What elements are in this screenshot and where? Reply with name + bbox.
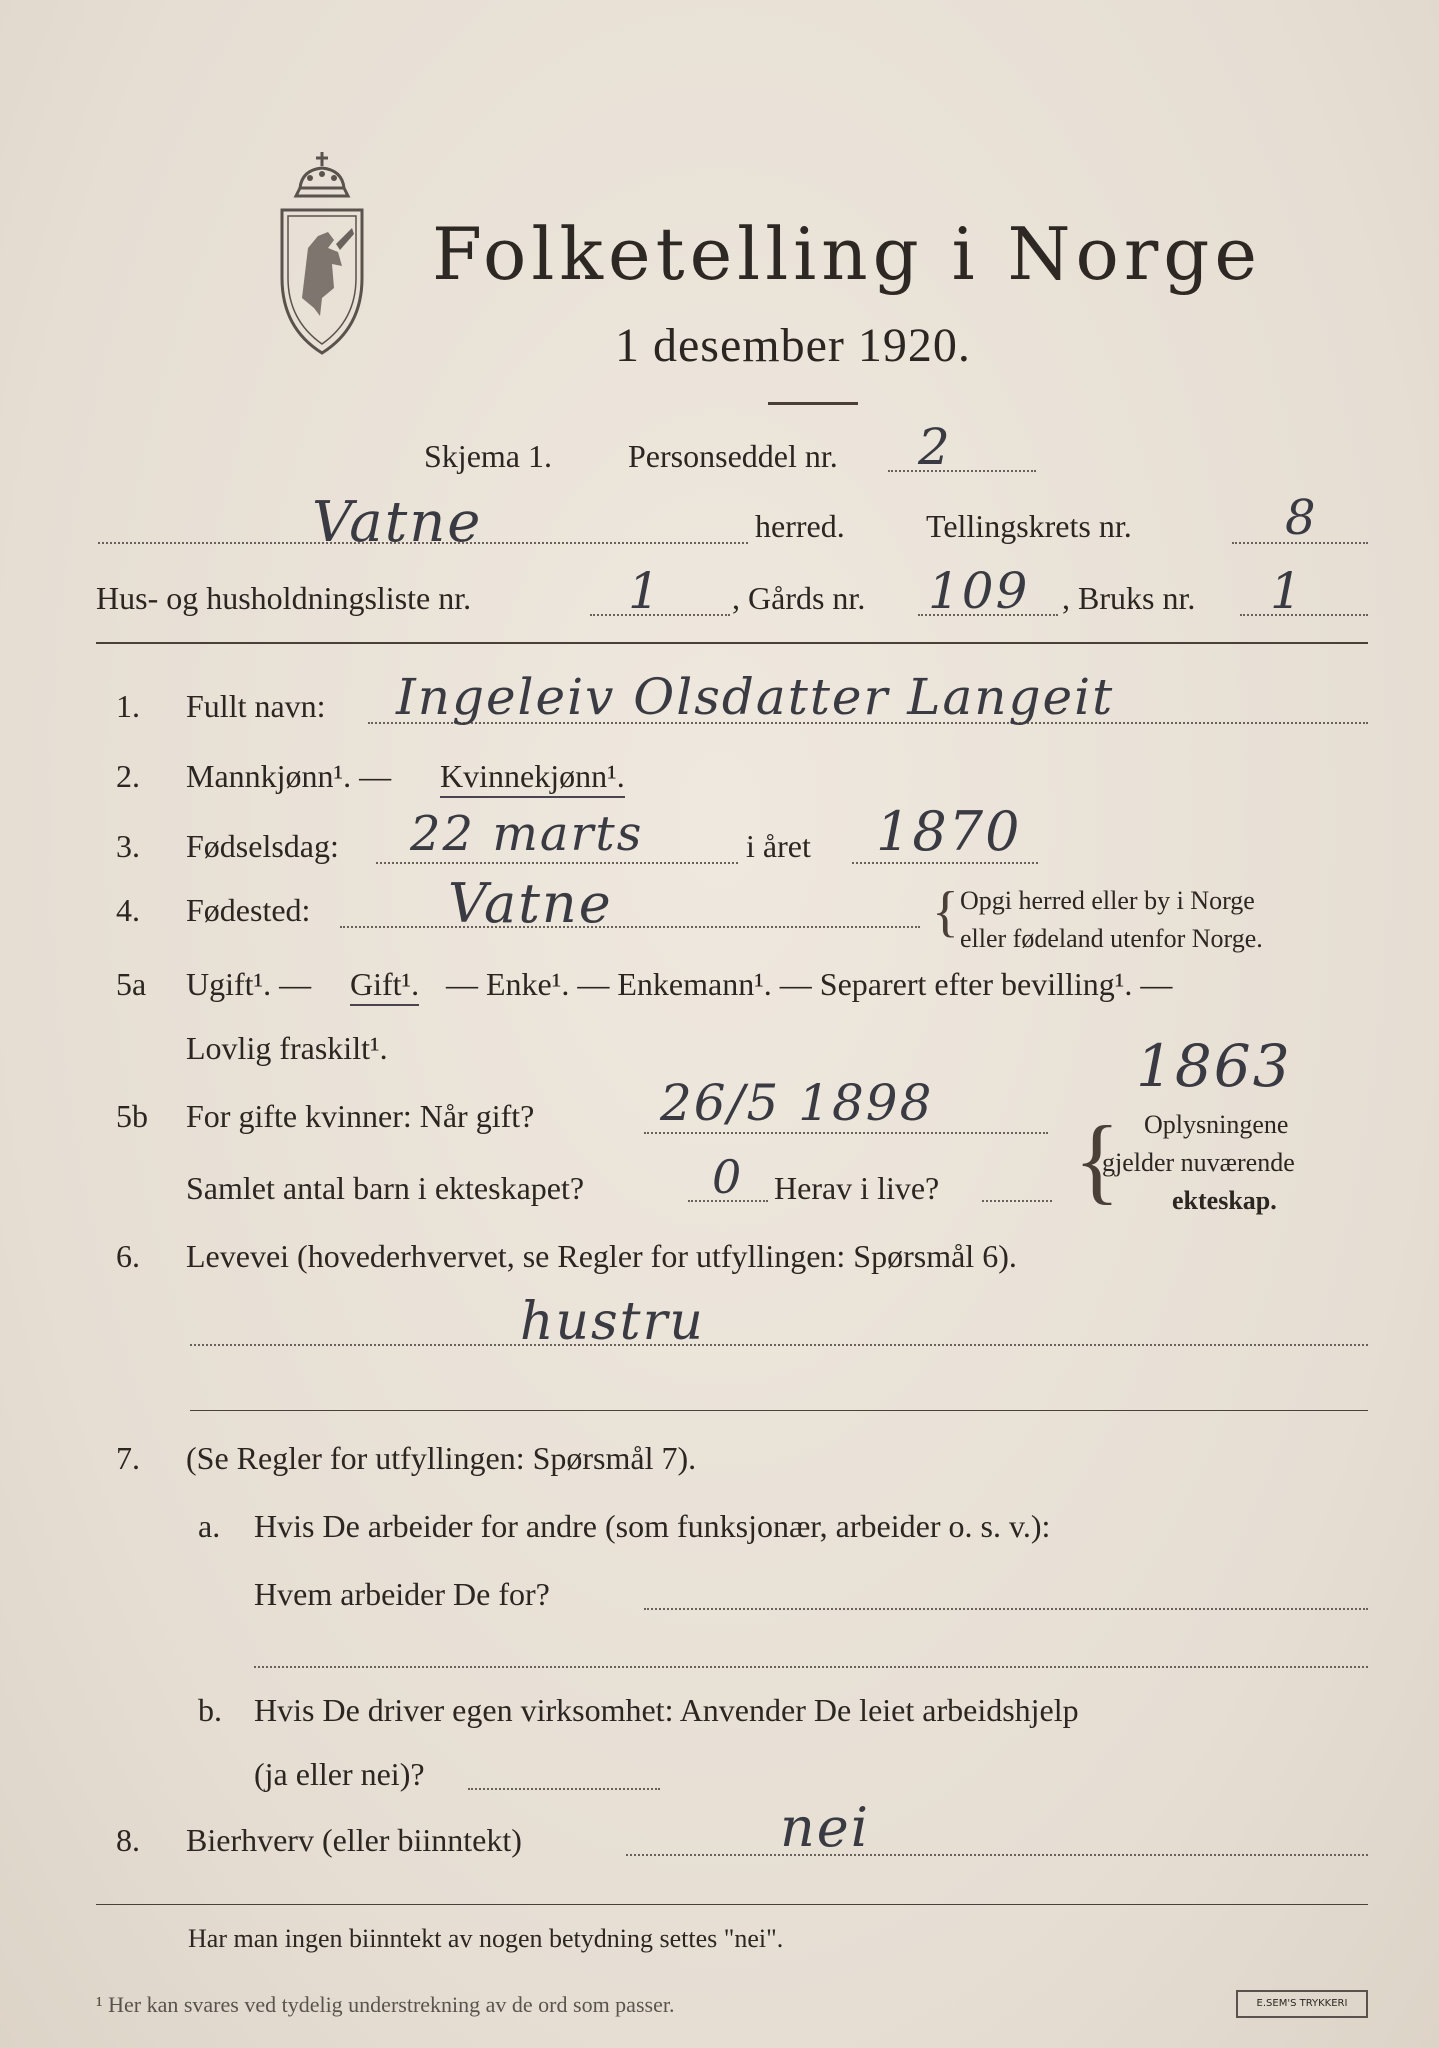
q7a-number: a. — [198, 1508, 221, 1544]
occupation-value[interactable]: hustru — [520, 1292, 705, 1352]
kvinnekjonn-option[interactable]: Kvinnekjønn¹. — [440, 758, 625, 798]
footnote: ¹ Her kan svares ved tydelig understrekning av de ord som passer. — [96, 1992, 675, 2017]
margin-note-year: 1863 — [1136, 1032, 1292, 1100]
marriage-date-field-line — [644, 1132, 1048, 1134]
q6-label: Levevei (hovederhvervet, se Regler for utfyllingen: Spørsmål 6). — [186, 1238, 1017, 1274]
herred-value[interactable]: Vatne — [312, 490, 483, 555]
fraskilt-option[interactable]: Lovlig fraskilt¹. — [186, 1030, 388, 1066]
footer-note: Har man ingen biinntekt av nogen betydning settes "nei". — [188, 1924, 784, 1953]
q1-label: Fullt navn: — [186, 688, 326, 724]
q8-label: Bierhverv (eller biinntekt) — [186, 1822, 522, 1858]
q5b-brace: { — [1074, 1106, 1121, 1213]
employer-field-line[interactable] — [644, 1608, 1368, 1610]
tellingskrets-label: Tellingskrets nr. — [926, 508, 1132, 544]
husholdning-label: Hus- og husholdningsliste nr. — [96, 580, 472, 616]
personseddel-value[interactable]: 2 — [918, 418, 952, 476]
q7-label: (Se Regler for utfyllingen: Spørsmål 7). — [186, 1440, 697, 1476]
occupation-field-line-2 — [190, 1410, 1368, 1411]
q7a-question: Hvem arbeider De for? — [254, 1576, 550, 1612]
skjema-label: Skjema 1. — [424, 438, 552, 474]
q6-number: 6. — [116, 1238, 140, 1274]
q1-number: 1. — [116, 688, 140, 724]
q5b-note-line2: gjelder nuværende — [1102, 1148, 1295, 1177]
alive-label: Herav i live? — [774, 1170, 940, 1206]
marriage-date-value[interactable]: 26/5 1898 — [660, 1074, 934, 1132]
q5b-note-line1: Oplysningene — [1144, 1110, 1289, 1139]
herred-label: herred. — [755, 508, 845, 544]
census-date: 1 desember 1920. — [615, 319, 971, 372]
printer-stamp: E.SEM'S TRYKKERI — [1236, 1990, 1368, 2018]
q8-number: 8. — [116, 1822, 140, 1858]
mannkjonn-option[interactable]: Mannkjønn¹. — — [186, 758, 392, 794]
q5b-label: For gifte kvinner: Når gift? — [186, 1098, 535, 1134]
side-income-value[interactable]: nei — [780, 1796, 871, 1859]
full-name-value[interactable]: Ingeleiv Olsdatter Langeit — [396, 668, 1115, 726]
bruks-label: , Bruks nr. — [1062, 580, 1196, 616]
q5b-note-line3: ekteskap. — [1172, 1186, 1277, 1215]
personseddel-field-line — [888, 470, 1036, 472]
occupation-field-line — [190, 1344, 1368, 1346]
gift-option[interactable]: Gift¹. — [350, 966, 419, 1006]
q7b-number: b. — [198, 1692, 222, 1728]
header-divider — [96, 642, 1368, 644]
q4-brace: { — [932, 881, 959, 943]
civil-status-options[interactable]: — Enke¹. — Enkemann¹. — Separert efter bevilling¹. — — [446, 966, 1173, 1002]
gards-value[interactable]: 109 — [928, 562, 1030, 620]
q5b-number: 5b — [116, 1098, 148, 1134]
form-title: Folketelling i Norge — [432, 212, 1262, 296]
coat-of-arms-icon — [262, 148, 382, 358]
bruks-field-line — [1240, 614, 1368, 616]
birthplace-value[interactable]: Vatne — [448, 872, 613, 935]
q7-number: 7. — [116, 1440, 140, 1476]
husholdning-value[interactable]: 1 — [628, 562, 662, 620]
bruks-value[interactable]: 1 — [1270, 562, 1304, 620]
q4-note-line2: eller fødeland utenfor Norge. — [960, 924, 1263, 953]
title-divider — [768, 402, 858, 405]
q2-number: 2. — [116, 758, 140, 794]
q7a-label: Hvis De arbeider for andre (som funksjonær, arbeider o. s. v.): — [254, 1508, 1051, 1544]
children-value[interactable]: 0 — [712, 1150, 744, 1204]
q7b-question: (ja eller nei)? — [254, 1756, 425, 1792]
children-label: Samlet antal barn i ekteskapet? — [186, 1170, 585, 1206]
q7b-label: Hvis De driver egen virksomhet: Anvender De leiet arbeidshjelp — [254, 1692, 1079, 1728]
alive-field-line — [982, 1200, 1052, 1202]
ugift-option[interactable]: Ugift¹. — — [186, 966, 312, 1002]
footer-divider — [96, 1904, 1368, 1905]
q3-label: Fødselsdag: — [186, 828, 339, 864]
q5a-number: 5a — [116, 966, 147, 1002]
q4-number: 4. — [116, 892, 140, 928]
tellingskrets-value[interactable]: 8 — [1285, 490, 1318, 546]
birthday-field-line — [376, 862, 738, 864]
hired-help-field-line[interactable] — [468, 1788, 660, 1790]
side-income-field-line — [626, 1854, 1368, 1856]
birth-year-value[interactable]: 1870 — [876, 800, 1022, 863]
q4-label: Fødested: — [186, 892, 311, 928]
birthplace-field-line — [340, 926, 920, 928]
personseddel-label: Personseddel nr. — [628, 438, 838, 474]
birthday-value[interactable]: 22 marts — [410, 806, 644, 862]
q4-note-line1: Opgi herred eller by i Norge — [960, 886, 1255, 915]
q3-number: 3. — [116, 828, 140, 864]
gards-label: , Gårds nr. — [732, 580, 866, 616]
employer-field-line-2[interactable] — [254, 1666, 1368, 1668]
year-label: i året — [746, 828, 811, 864]
